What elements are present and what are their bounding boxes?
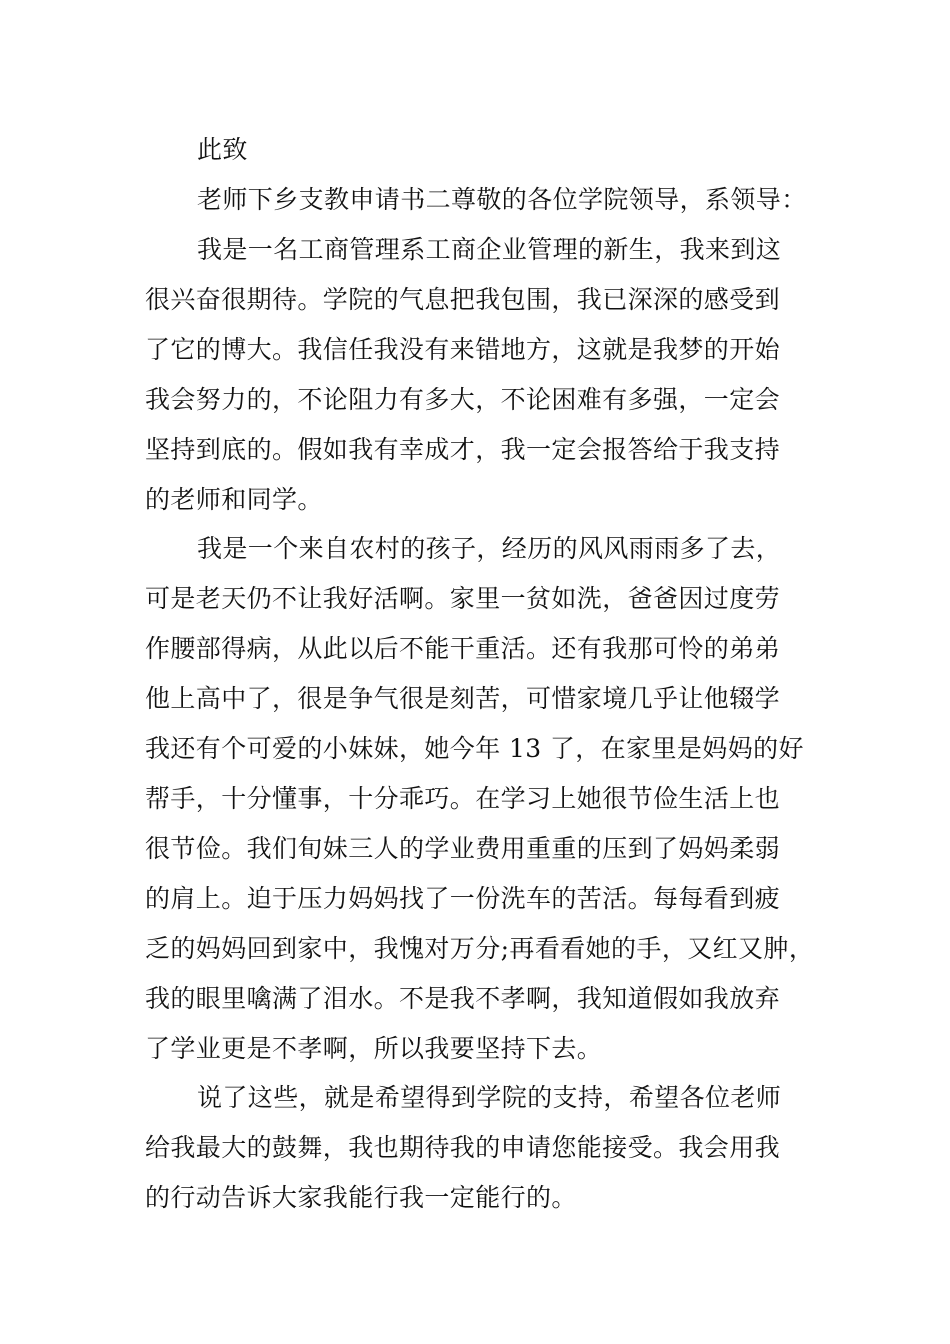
paragraph-1-line-3: 了它的博大。我信任我没有来错地方，这就是我梦的开始 <box>145 335 781 364</box>
heading-line: 老师下乡支教申请书二尊敬的各位学院领导，系领导： <box>197 185 807 214</box>
closing-text: 此致 <box>197 135 248 164</box>
paragraph-3-line-2: 给我最大的鼓舞，我也期待我的申请您能接受。我会用我 <box>145 1133 781 1162</box>
paragraph-2-line-9: 乏的妈妈回到家中，我愧对万分;再看看她的手，又红又肿， <box>145 934 815 963</box>
paragraph-1-line-4: 我会努力的，不论阻力有多大，不论困难有多强，一定会 <box>145 385 781 414</box>
paragraph-2-line-1: 我是一个来自农村的孩子，经历的风风雨雨多了去， <box>197 534 782 563</box>
paragraph-2-line-7: 很节俭。我们旬妹三人的学业费用重重的压到了妈妈柔弱 <box>145 834 781 863</box>
paragraph-2-line-4: 他上高中了，很是争气很是刻苦，可惜家境几乎让他辍学 <box>145 684 781 713</box>
paragraph-2-line-6: 帮手，十分懂事，十分乖巧。在学习上她很节俭生活上也 <box>145 784 781 813</box>
paragraph-3-line-3: 的行动告诉大家我能行我一定能行的。 <box>145 1183 577 1212</box>
paragraph-2-line-8: 的肩上。迫于压力妈妈找了一份洗车的苦活。每每看到疲 <box>145 884 781 913</box>
paragraph-1-line-1: 我是一名工商管理系工商企业管理的新生，我来到这 <box>197 235 782 264</box>
paragraph-2-line-2: 可是老天仍不让我好活啊。家里一贫如洗，爸爸因过度劳 <box>145 584 781 613</box>
paragraph-3-line-1: 说了这些，就是希望得到学院的支持，希望各位老师 <box>197 1083 782 1112</box>
paragraph-2-line-5: 我还有个可爱的小妹妹，她今年 13 了，在家里是妈妈的好 <box>145 734 804 763</box>
paragraph-2-line-10: 我的眼里噙满了泪水。不是我不孝啊，我知道假如我放弃 <box>145 984 781 1013</box>
paragraph-2-line-11: 了学业更是不孝啊，所以我要坚持下去。 <box>145 1034 603 1063</box>
paragraph-1-line-5: 坚持到底的。假如我有幸成才，我一定会报答给于我支持 <box>145 435 781 464</box>
paragraph-2-line-3: 作腰部得病，从此以后不能干重活。还有我那可怜的弟弟 <box>145 634 781 663</box>
paragraph-1-line-6: 的老师和同学。 <box>145 485 323 514</box>
paragraph-1-line-2: 很兴奋很期待。学院的气息把我包围，我已深深的感受到 <box>145 285 781 314</box>
